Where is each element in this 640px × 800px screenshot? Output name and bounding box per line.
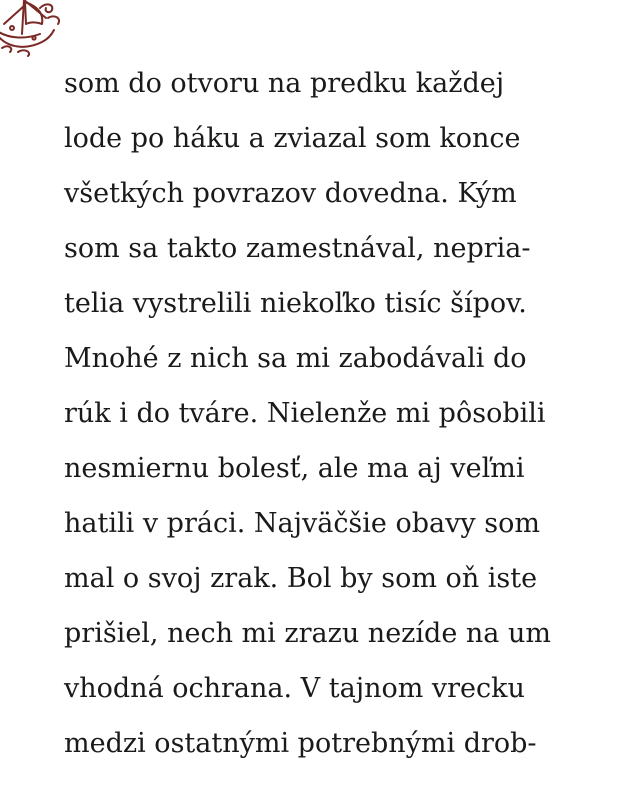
text-line: telia vystrelili niekoľko tisíc šípov. (64, 288, 527, 319)
text-line: hatili v práci. Najväčšie obavy som (64, 508, 540, 539)
text-line: medzi ostatnými potrebnými drob- (64, 728, 537, 759)
text-line: nesmiernu bolesť, ale ma aj veľmi (64, 453, 525, 484)
text-line: mal o svoj zrak. Bol by som oň iste (64, 563, 538, 594)
text-line: vhodná ochrana. V tajnom vrecku (64, 673, 525, 704)
body-text (64, 56, 624, 771)
text-line: lode po háku a zviazal som konce (64, 123, 521, 154)
text-line: som do otvoru na predku každej (64, 68, 505, 99)
text-line: Mnohé z nich sa mi zabodávali do (64, 343, 527, 374)
text-line: som sa takto zamestnával, nepria- (64, 233, 531, 264)
text-line: rúk i do tváre. Nielenže mi pôsobili (64, 398, 546, 429)
text-line: všetkých povrazov dovedna. Kým (64, 178, 517, 209)
text-line: prišiel, nech mi zrazu nezíde na um (64, 618, 551, 649)
ship-illustration-icon (0, 0, 72, 64)
